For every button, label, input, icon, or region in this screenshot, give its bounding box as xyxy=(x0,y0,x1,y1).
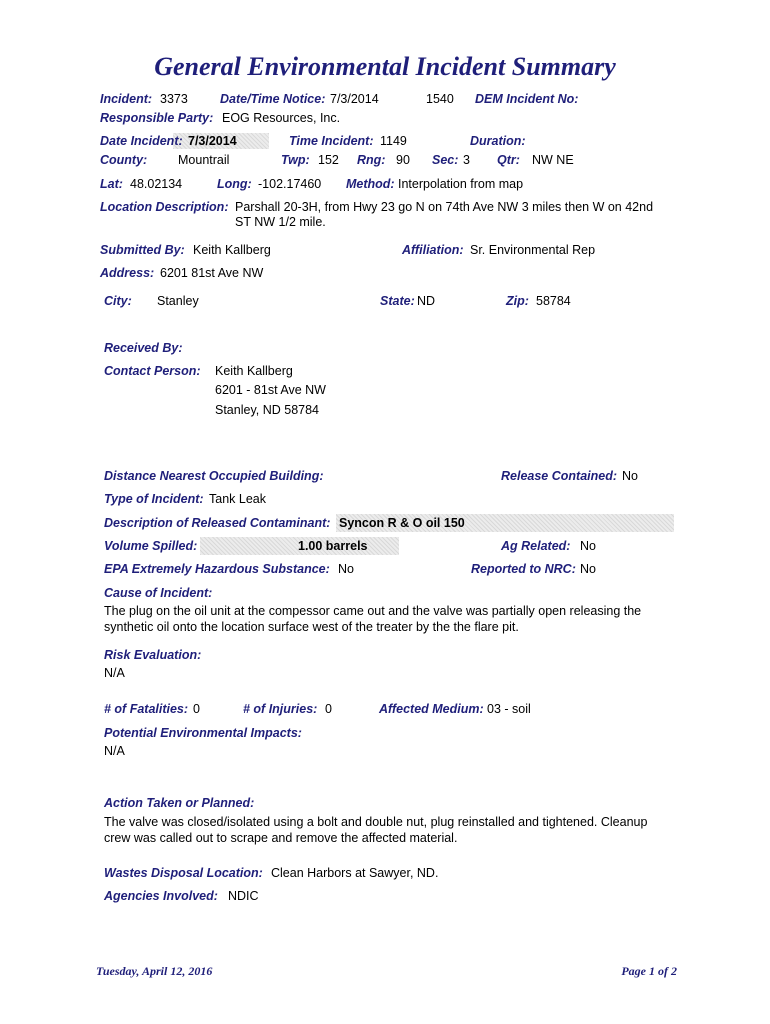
sec-label: Sec: xyxy=(432,153,459,167)
time-incident-value: 1149 xyxy=(380,134,407,148)
responsible-party-value: EOG Resources, Inc. xyxy=(222,111,341,125)
cause-text: The plug on the oil unit at the compessor came out and the valve was partially open releasing the synthetic oil onto the location surface west of the treater by the the flare pit. xyxy=(104,604,642,634)
epa-value: No xyxy=(338,562,354,576)
long-label: Long: xyxy=(217,177,252,191)
volume-label: Volume Spilled: xyxy=(104,539,198,553)
city-label: City: xyxy=(104,294,132,308)
county-label: County: xyxy=(100,153,148,167)
date-incident-value: 7/3/2014 xyxy=(188,134,237,148)
address-value: 6201 81st Ave NW xyxy=(160,266,264,280)
submitted-by-value: Keith Kallberg xyxy=(193,243,271,257)
volume-value: 1.00 barrels xyxy=(298,539,368,553)
medium-value: 03 - soil xyxy=(487,702,531,716)
location-line1: Parshall 20-3H, from Hwy 23 go N on 74th Ave NW 3 miles then W on 42nd xyxy=(235,200,654,214)
sec-value: 3 xyxy=(463,153,470,167)
address-label: Address: xyxy=(100,266,155,280)
cause-label: Cause of Incident: xyxy=(104,586,213,600)
fatalities-value: 0 xyxy=(193,702,200,716)
dem-incident-label: DEM Incident No: xyxy=(475,92,579,106)
submitted-by-label: Submitted By: xyxy=(100,243,185,257)
twp-label: Twp: xyxy=(281,153,310,167)
duration-label: Duration: xyxy=(470,134,526,148)
action-label: Action Taken or Planned: xyxy=(104,796,255,810)
medium-label: Affected Medium: xyxy=(379,702,484,716)
ag-related-value: No xyxy=(580,539,596,553)
rng-label: Rng: xyxy=(357,153,386,167)
waste-value: Clean Harbors at Sawyer, ND. xyxy=(271,866,439,880)
injuries-label: # of Injuries: xyxy=(243,702,318,716)
incident-value: 3373 xyxy=(160,92,188,106)
type-incident-label: Type of Incident: xyxy=(104,492,204,506)
waste-label: Wastes Disposal Location: xyxy=(104,866,263,880)
method-label: Method: xyxy=(346,177,395,191)
date-incident-label: Date Incident: xyxy=(100,134,183,148)
contact-label: Contact Person: xyxy=(104,364,201,378)
fatalities-label: # of Fatalities: xyxy=(104,702,189,716)
contact-line2: 6201 - 81st Ave NW xyxy=(215,383,326,397)
notice-time: 1540 xyxy=(426,92,454,106)
zip-label: Zip: xyxy=(506,294,529,308)
agencies-value: NDIC xyxy=(228,889,259,903)
affiliation-label: Affiliation: xyxy=(402,243,464,257)
impacts-value: N/A xyxy=(104,744,125,758)
type-incident-value: Tank Leak xyxy=(209,492,266,506)
ag-related-label: Ag Related: xyxy=(501,539,571,553)
injuries-value: 0 xyxy=(325,702,332,716)
contact-line1: Keith Kallberg xyxy=(215,364,293,378)
lat-value: 48.02134 xyxy=(130,177,183,191)
twp-value: 152 xyxy=(318,153,339,167)
county-value: Mountrail xyxy=(178,153,230,167)
impacts-label: Potential Environmental Impacts: xyxy=(104,726,302,740)
incident-label: Incident: xyxy=(100,92,153,106)
rng-value: 90 xyxy=(396,153,410,167)
time-incident-label: Time Incident: xyxy=(289,134,374,148)
risk-value: N/A xyxy=(104,666,125,680)
qtr-label: Qtr: xyxy=(497,153,520,167)
contaminant-value: Syncon R & O oil 150 xyxy=(339,516,465,530)
state-value: ND xyxy=(417,294,436,308)
nrc-label: Reported to NRC: xyxy=(471,562,576,576)
action-text: The valve was closed/isolated using a bolt and double nut, plug reinstalled and tightened. Cleanup crew was called out to scrape and remove the affected material. xyxy=(104,815,648,845)
long-value: -102.17460 xyxy=(258,177,322,191)
notice-date: 7/3/2014 xyxy=(330,92,379,106)
location-line2: ST NW 1/2 mile. xyxy=(235,215,326,229)
release-contained-label: Release Contained: xyxy=(501,469,618,483)
responsible-party-label: Responsible Party: xyxy=(100,111,214,125)
zip-value: 58784 xyxy=(536,294,571,308)
footer-page: Page 1 of 2 xyxy=(621,964,677,978)
state-label: State: xyxy=(380,294,415,308)
contaminant-label: Description of Released Contaminant: xyxy=(104,516,331,530)
method-value: Interpolation from map xyxy=(398,177,524,191)
agencies-label: Agencies Involved: xyxy=(104,889,218,903)
nrc-value: No xyxy=(580,562,596,576)
qtr-value: NW NE xyxy=(532,153,574,167)
release-contained-value: No xyxy=(622,469,638,483)
location-label: Location Description: xyxy=(100,200,229,214)
distance-label: Distance Nearest Occupied Building: xyxy=(104,469,324,483)
epa-label: EPA Extremely Hazardous Substance: xyxy=(104,562,330,576)
city-value: Stanley xyxy=(157,294,199,308)
lat-label: Lat: xyxy=(100,177,123,191)
document-title: General Environmental Incident Summary xyxy=(154,52,616,81)
affiliation-value: Sr. Environmental Rep xyxy=(470,243,596,257)
footer-date: Tuesday, April 12, 2016 xyxy=(96,964,213,978)
received-by-label: Received By: xyxy=(104,341,183,355)
risk-label: Risk Evaluation: xyxy=(104,648,202,662)
contact-line3: Stanley, ND 58784 xyxy=(215,403,319,417)
notice-label: Date/Time Notice: xyxy=(220,92,326,106)
